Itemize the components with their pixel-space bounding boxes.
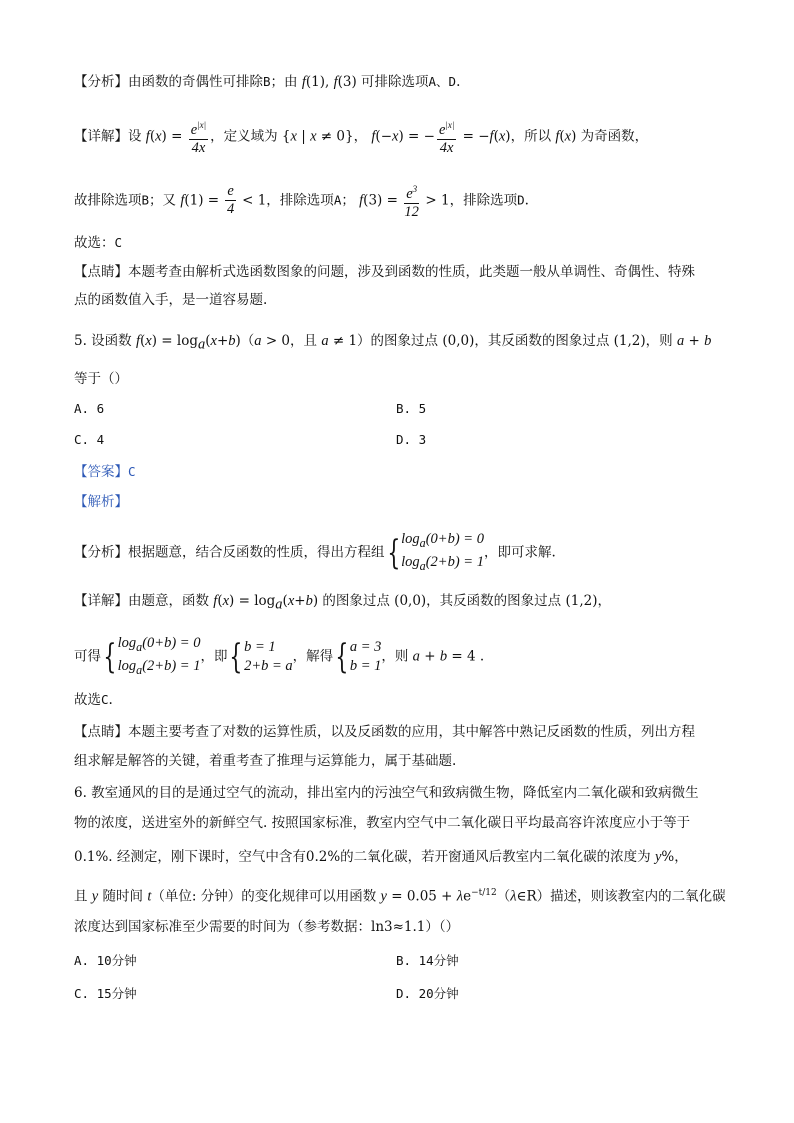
- q6-option-b[interactable]: B. 14分钟: [396, 953, 459, 968]
- q5-option-d[interactable]: D. 3: [396, 432, 427, 447]
- q5-option-c[interactable]: C. 4: [74, 432, 105, 447]
- q4-comment-tag: 【点睛】: [74, 264, 128, 280]
- q6-option-d[interactable]: D. 20分钟: [396, 986, 459, 1001]
- q6-option-a[interactable]: A. 10分钟: [74, 953, 137, 968]
- q4-comment-l2: 点的函数值入手，是一道容易题.: [74, 292, 268, 308]
- q5-answer-tag: 【答案】C: [74, 464, 136, 480]
- q5-detail-l2: 可得{ $\log_a(0+b) = 0$ $\log_a(2+b) = 1$ ，即{ b = 1 2+b = a ，解得{ a = 3 b = 1 ，则 a + b = 4 .: [74, 635, 485, 677]
- q5-stem-l1: 5. 设函数 $f(x) = \log_a(x+b)(a > 0$，且 a ≠ 1）的图象过点 (0,0)，其反函数的图象过点 (1,2)，则 a + b: [74, 333, 712, 353]
- q5-choose: 故选C.: [74, 692, 113, 708]
- q5-option-a[interactable]: A. 6: [74, 401, 105, 416]
- q5-stem-l2: 等于（）: [74, 371, 128, 387]
- q4-analysis-tag: 【分析】: [74, 74, 128, 90]
- q4-choose: 故选：C: [74, 235, 123, 251]
- q5-comment-l1: 【点睛】本题主要考查了对数的运算性质，以及反函数的应用，其中解答中熟记反函数的性质，列出方程: [74, 724, 695, 740]
- q6-line4: 且 y 随时间 t（单位: 分钟）的变化规律可以用函数 $y = 0.05 + \lambda e^{-t/12}(\lambda\in R)$描述，则该教室内的二氧化碳: [74, 888, 726, 905]
- q5-option-b[interactable]: B. 5: [396, 401, 427, 416]
- q5-comment-l2: 组求解是解答的关键，着重考查了推理与运算能力，属于基础题.: [74, 753, 457, 769]
- q4-detail-line2: 故排除选项B；又 f(1) = $\frac{e}{4}$ < 1，排除选项A； f(3) = $\frac{e^3}{12}$ > 1，排除选项D.: [74, 181, 529, 221]
- q6-line3: 0.1%. 经测定，刚下课时，空气中含有0.2%的二氧化碳，若开窗通风后教室内二氧化碳的浓度为 y%，: [74, 849, 688, 865]
- q5-comment-tag: 【点睛】: [74, 724, 128, 740]
- q5-analysis-line: 【分析】根据题意，结合反函数的性质，得出方程组{ $\log_a(0+b) = 0$ $\log_a(2+b) = 1$ ，即可求解.: [74, 531, 556, 573]
- q4-analysis-line: 【分析】由函数的奇偶性可排除B；由 f(1), f(3) 可排除选项A、D.: [74, 74, 461, 90]
- q6-option-c[interactable]: C. 15分钟: [74, 986, 137, 1001]
- q6-line1: 6. 教室通风的目的是通过空气的流动，排出室内的污浊空气和致病微生物，降低室内二氧化碳和致病微生: [74, 785, 699, 801]
- q6-line2: 物的浓度，送进室外的新鲜空气. 按照国家标准，教室内空气中二氧化碳日平均最高容许浓度应小于等于: [74, 815, 691, 831]
- q6-line5: 浓度达到国家标准至少需要的时间为（参考数据：ln3≈1.1）（）: [74, 919, 460, 935]
- q4-detail-line1: 【详解】设 f(x) = $\frac{e^{|x|}}{4x}$ ，定义域为 {x | x ≠ 0}， f(−x) = − $\frac{e^{|x|}}{4x}$ = −f(x)，所以 f(x) 为奇函数，: [74, 117, 648, 157]
- q4-comment-l1: 【点睛】本题考查由解析式选函数图象的问题，涉及到函数的性质，此类题一般从单调性、奇偶性、特殊: [74, 264, 695, 280]
- q5-detail-l1: 【详解】由题意，函数 $f(x) = \log_a(x+b)$ 的图象过点 (0,0)，其反函数的图象过点 (1,2)，: [74, 593, 611, 613]
- q5-parse-tag: 【解析】: [74, 494, 128, 510]
